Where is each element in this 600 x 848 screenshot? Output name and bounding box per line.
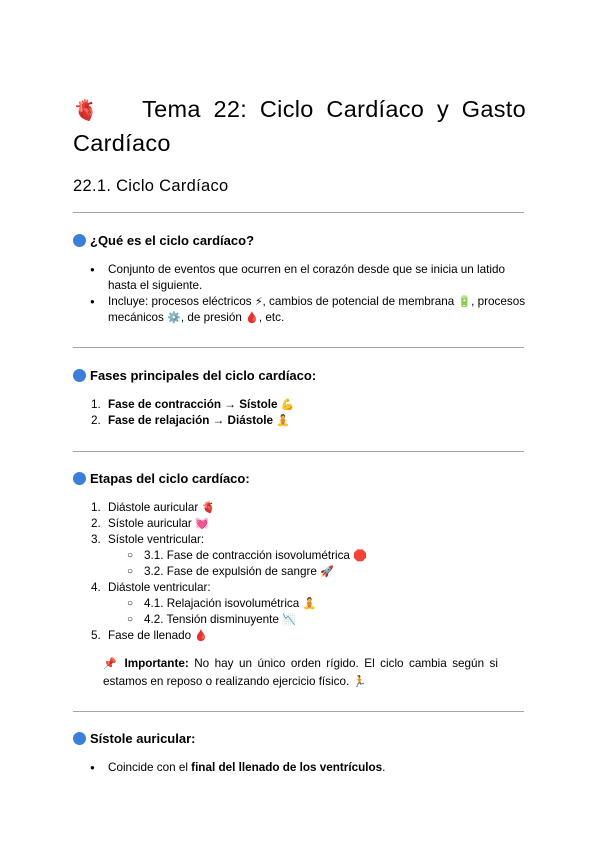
list-item: 2. Fase de relajación → Diástole 🧘 [91, 414, 290, 427]
sub-list-item: ○ 3.1. Fase de contracción isovolumétrica 🛑 [144, 548, 528, 564]
sistole-auricular-list [108, 760, 528, 776]
list-item: 4. Diástole ventricular: ○ 4.1. Relajación isovolumétrica 🧘 ○ 4.2. Tensión disminuyente 📉 [108, 580, 528, 628]
sub-list [108, 548, 528, 580]
section-heading: 22.1. Ciclo Cardíaco [73, 177, 229, 195]
list-item: 5. Fase de llenado 🩸 [91, 629, 209, 642]
meditation-icon: 🧘 [302, 598, 317, 610]
important-label: Importante: [124, 657, 189, 670]
blood-drop-icon: 🩸 [245, 312, 259, 324]
important-text: No hay un único orden rígido. El ciclo cambia según si estamos en reposo o realizando ejercicio físico. [103, 657, 498, 688]
document-title [73, 93, 526, 159]
subheading-sistole-auricular-text: Sístole auricular: [90, 731, 196, 746]
list-item: 2. Sístole auricular 💓 [91, 517, 209, 530]
anatomical-heart-icon: 🫀 [73, 100, 105, 122]
pushpin-icon: 📌 [103, 658, 119, 670]
list-item: ● Conjunto de eventos que ocurren en el corazón desde que se inicia un latido hasta el siguiente. [108, 262, 528, 294]
list-item: ● Coincide con el final del llenado de los ventrículos. [108, 760, 528, 776]
blue-circle-icon [73, 732, 86, 745]
sub-list-item: ○ 3.2. Fase de expulsión de sangre 🚀 [144, 564, 528, 580]
list-item: 1. Diástole auricular 🫀 [91, 501, 216, 514]
list-item: 3. Sístole ventricular: ○ 3.1. Fase de contracción isovolumétrica 🛑 ○ 3.2. Fase de expulsión de sangre 🚀 [108, 532, 528, 580]
horizontal-rule [73, 212, 524, 213]
subheading-fases-text: Fases principales del ciclo cardíaco: [90, 368, 317, 383]
sub-list-item: ○ 4.1. Relajación isovolumétrica 🧘 [144, 596, 528, 612]
meditation-icon: 🧘 [276, 415, 290, 427]
blue-circle-icon [73, 234, 86, 247]
flexed-biceps-icon: 💪 [280, 399, 295, 411]
subheading-sistole-auricular [73, 730, 195, 748]
que-es-list [108, 262, 528, 326]
horizontal-rule [73, 347, 524, 348]
horizontal-rule [73, 711, 524, 712]
sub-list [108, 596, 528, 628]
subheading-etapas [73, 470, 250, 488]
list-item: ● Incluye: procesos eléctricos ⚡, cambios de potencial de membrana 🔋, procesos mecánicos ⚙️, de presión 🩸, etc. [108, 294, 528, 326]
blood-drop-icon: 🩸 [194, 630, 209, 642]
sub-list-item: ○ 4.2. Tensión disminuyente 📉 [144, 612, 528, 628]
document-title-text: Tema 22: Ciclo Cardíaco y Gasto Cardíaco [73, 96, 526, 156]
subheading-etapas-text: Etapas del ciclo cardíaco: [90, 471, 250, 486]
rocket-icon: 🚀 [320, 566, 334, 578]
running-person-icon: 🏃 [352, 676, 367, 688]
subheading-que-es [73, 232, 254, 250]
blue-circle-icon [73, 369, 86, 382]
anatomical-heart-icon: 🫀 [201, 502, 216, 514]
subheading-fases [73, 367, 316, 385]
important-note [103, 655, 498, 691]
beating-heart-icon: 💓 [195, 518, 209, 530]
gear-icon: ⚙️ [167, 312, 181, 324]
list-item: 1. Fase de contracción → Sístole 💪 [91, 398, 295, 411]
stop-sign-icon: 🛑 [353, 550, 367, 562]
chart-decreasing-icon: 📉 [282, 614, 296, 626]
battery-icon: 🔋 [457, 296, 472, 308]
subheading-que-es-text: ¿Qué es el ciclo cardíaco? [90, 233, 255, 248]
blue-circle-icon [73, 472, 86, 485]
lightning-icon: ⚡ [254, 296, 263, 308]
etapas-list [91, 500, 528, 644]
fases-list [91, 397, 528, 429]
horizontal-rule [73, 451, 524, 452]
